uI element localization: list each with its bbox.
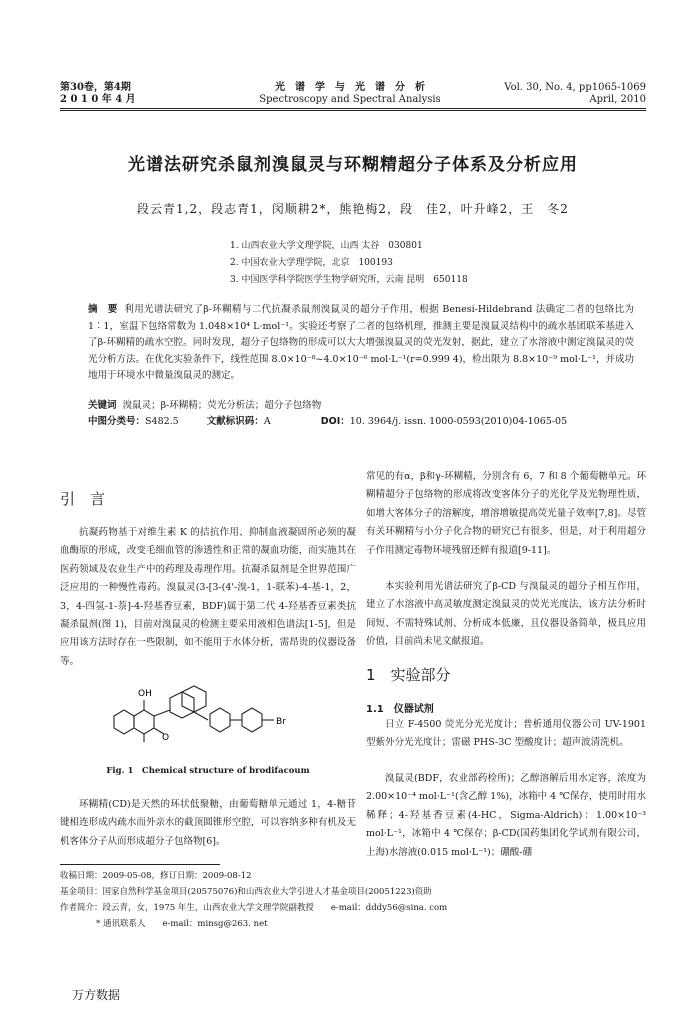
doi-value: 10. 3964/j. issn. 1000-0593(2010)04-1065-05 — [349, 416, 568, 427]
label-oh: OH — [138, 689, 152, 699]
journal-name: 光 谱 学 与 光 谱 分 析 — [275, 82, 425, 93]
intro-paragraph-2: 环糊精(CD)是天然的环状低聚糖，由葡萄糖单元通过 1，4-糖苷键相连形成内疏水而外亲水的截顶圆锥形空腔，可以容纳多种有机及无机客体分子从而形成超分子包络物[6]。 — [60, 799, 356, 847]
classification-line — [88, 414, 634, 430]
right-paragraph-4: 溴鼠灵(BDF，农业部药检所)；乙醇溶解后用水定容，浓度为 2.00×10⁻⁴ mol·L⁻¹(含乙醇 1%)，冰箱中 4 ℃保存，使用时用水稀释；4-羟基香豆素(4-HC，Sigma-Aldrich)：1.00×10⁻³ mol·L⁻¹，冰箱中 4 ℃保存；β-CD(国药集团化学试剂有限公司，上海)水溶液(0.015 mol·L⁻¹)；硼酸-硼 — [366, 773, 646, 858]
header-rule — [60, 108, 646, 109]
abstract-text: 利用光谱法研究了β-环糊精与二代抗凝杀鼠剂溴鼠灵的超分子作用，根据 Benesi-Hildebrand 法确定二者的包络比为 1∶1，室温下包络常数为 1.048×10⁴ L·mol⁻¹。实验还考察了二者的包络机理，推测主要是溴鼠灵结构中的疏水基团联苯基进入了β-环糊精的疏水空腔。同时发现，超分子包络物的形成可以大大增强溴鼠灵的荧光发射，据此，建立了水溶液中测定溴鼠灵的荧光分析方法。在优化实验条件下，线性范围 8.0×10⁻⁸~4.0×10⁻⁶ mol·L⁻¹(r=0.999 4)，检出限为 8.8×10⁻⁹ mol·L⁻¹，并成功地用于环境水中微量溴鼠灵的测定。 — [88, 304, 634, 382]
doi-label: DOI： — [320, 416, 350, 427]
keywords — [88, 398, 634, 414]
figure-caption: Fig. 1 Chemical structure of brodifacoum — [106, 766, 310, 776]
intro-heading: 引 言 — [60, 490, 106, 508]
label-br: Br — [276, 717, 286, 727]
footnote-received: 收稿日期：2009-05-08，修订日期：2009-08-12 — [60, 871, 252, 881]
affiliation-item: 3. 中国医学科学院医学生物学研究所，云南 昆明 650118 — [230, 275, 468, 285]
header-rule-2 — [60, 110, 646, 111]
brodifacoum-structure — [100, 676, 320, 756]
clc-label: 中图分类号： — [88, 416, 146, 427]
right-paragraph-3: 日立 F-4500 荧光分光光度计；普析通用仪器公司 UV-1901 型紫外分光光度计；雷磁 PHS-3C 型酸度计；超声波清洗机。 — [366, 719, 646, 749]
footnote-fund: 基金项目：国家自然科学基金项目(20575076)和山西农业大学引进人才基金项目(20051223)资助 — [60, 887, 432, 897]
footnote-bio: 作者简介：段云青，女，1975 年生，山西农业大学文理学院副教授 e-mail：dddy56@sina. com — [60, 903, 448, 913]
right-paragraph-1: 常见的有α，β和γ-环糊精，分别含有 6，7 和 8 个葡萄糖单元。环糊精超分子包络物的形成将改变客体分子的光化学及光物理性质，如增大客体分子的溶解度，增溶增敏提高荧光量子效率[7,8]。尽管有关环糊精与小分子化合物的研究已有很多，但是，对于利用超分子作用测定毒物环境残留还鲜有报道[9-11]。 — [366, 471, 646, 556]
watermark: 万方数据 — [72, 988, 121, 1002]
abstract — [88, 302, 634, 385]
journal-date: 2 0 1 0 年 4 月 — [60, 94, 136, 105]
keywords-text: 溴鼠灵；β-环糊精；荧光分析法；超分子包络物 — [122, 400, 322, 411]
journal-name-en: Spectroscopy and Spectral Analysis — [259, 94, 441, 105]
keywords-label: 关键词 — [88, 400, 117, 411]
intro-paragraph-1: 抗凝药物基于对维生素 K 的拮抗作用、抑制血液凝固所必须的凝血酶原的形成，改变毛细血管的渗透性和正常的凝血功能，而实施其在医药领域及农业生产中的药理及毒理作用。抗凝杀鼠剂是全世界范围广泛应用的一种慢性毒药。溴鼠灵(3-[3-(4'-溴-1，1-联苯)-4-基-1，2，3，4-四氢-1-萘]-4-羟基香豆素，BDF)属于第二代 4-羟基香豆素类抗凝杀鼠剂(图 1)，目前对溴鼠灵的检测主要采用液相色谱法[1-5]，但是应用该方法时存在一些限制，如不能用于水体分析，需昂贵的仪器设备等。 — [60, 527, 356, 667]
subsection-heading-instruments: 1.1 仪器试剂 — [366, 704, 434, 715]
paper-title: 光谱法研究杀鼠剂溴鼠灵与环糊精超分子体系及分析应用 — [128, 155, 578, 175]
right-paragraph-2: 本实验利用光谱法研究了β-CD 与溴鼠灵的超分子相互作用，建立了水溶液中高灵敏度测定溴鼠灵的荧光光度法，该方法分析时间短、不需特殊试剂、分析成本低廉，且仪器设备简单，极具应用价值，目前尚未见文献报道。 — [366, 581, 646, 648]
journal-month: April, 2010 — [589, 94, 646, 105]
journal-volume: 第30卷，第4期 — [60, 82, 131, 93]
abstract-label: 摘 要 — [88, 304, 118, 315]
author-list: 段云青1,2，段志青1，闵顺耕2*，熊艳梅2，段 佳2，叶升峰2，王 冬2 — [137, 202, 569, 216]
affiliation-list — [230, 238, 468, 289]
footnotes — [60, 868, 650, 932]
affiliation-item: 1. 山西农业大学文理学院，山西 太谷 030801 — [230, 241, 423, 251]
affiliation-item: 2. 中国农业大学理学院，北京 100193 — [230, 258, 393, 268]
footnote-correspondence: * 通讯联系人 e-mail：minsg@263. net — [96, 919, 268, 929]
label-o: O — [162, 733, 170, 743]
doc-code-label: 文献标识码： — [206, 416, 264, 427]
journal-pages: Vol. 30, No. 4, pp1065-1069 — [504, 82, 646, 93]
clc-value: S482.5 — [145, 416, 179, 427]
section-heading-experiment: 1 实验部分 — [366, 666, 451, 684]
doc-code-value: A — [263, 416, 271, 427]
footnote-rule — [60, 864, 220, 865]
